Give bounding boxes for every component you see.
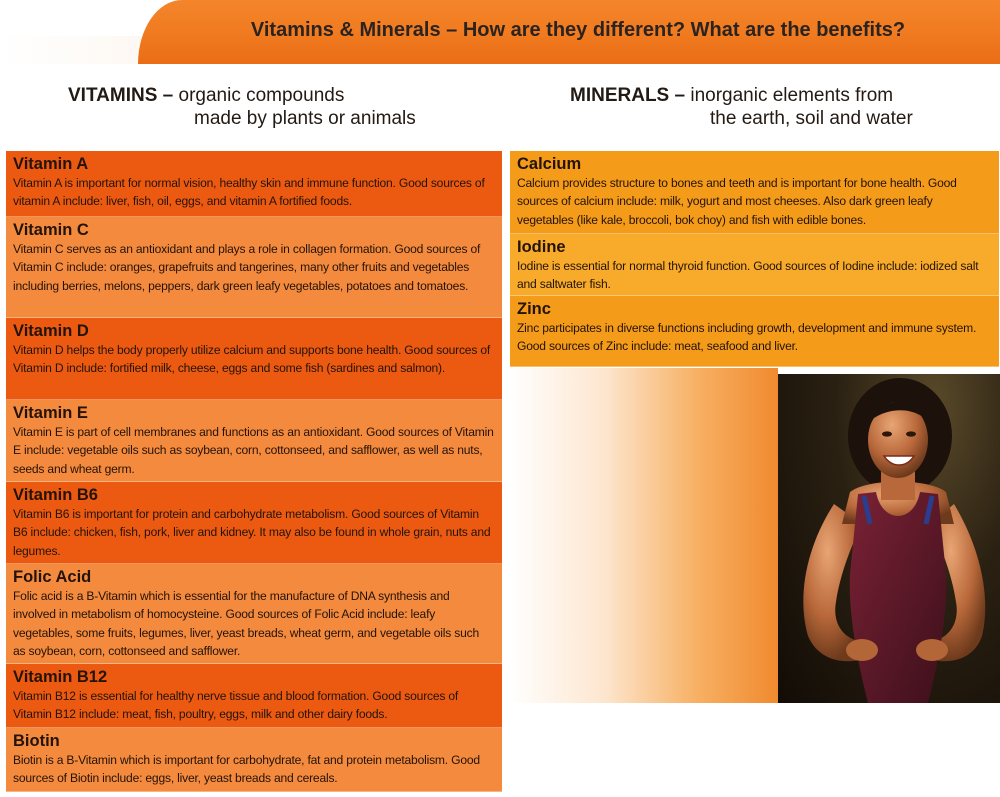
page-title: Vitamins & Minerals – How are they different? What are the benefits? bbox=[250, 19, 906, 41]
vitamin-a-text: Vitamin A is important for normal vision, healthy skin and immune function. Good sources of vitamin A include: liver, fish, oil, eggs, and vitamin A fortified foods. bbox=[13, 176, 485, 209]
zinc-block bbox=[510, 296, 999, 367]
calcium-title: Calcium bbox=[517, 155, 582, 173]
vitamin-b6-title: Vitamin B6 bbox=[13, 486, 98, 504]
folic-acid-text: Folic acid is a B-Vitamin which is essential for the manufacture of DNA synthesis and involved in metabolism of homocysteine. Good sources of Folic Acid include: leafy vegetables, some fruits, legumes, liver, yeast breads, wheat germ, and vegetable oils such as soybean, corn, cottonseed and safflower. bbox=[13, 589, 480, 658]
biotin-title: Biotin bbox=[13, 732, 60, 750]
iodine-block bbox=[510, 234, 999, 296]
vitamin-d-title: Vitamin D bbox=[13, 322, 89, 340]
minerals-keyword: MINERALS – bbox=[570, 85, 686, 106]
vitamin-a-title: Vitamin A bbox=[13, 155, 89, 173]
iodine-title: Iodine bbox=[517, 238, 566, 256]
biotin-block bbox=[6, 728, 502, 792]
minerals-definition-line1: inorganic elements from bbox=[690, 85, 894, 106]
folic-acid-block bbox=[6, 564, 502, 664]
photo-smiling-woman bbox=[778, 374, 1000, 703]
vitamin-e-text: Vitamin E is part of cell membranes and functions as an antioxidant. Good sources of Vitamin E include: vegetable oils such as soybean, corn, cottonseed, and safflower, as well as nuts, seeds and wheat germ. bbox=[13, 425, 494, 476]
vitamin-b12-block bbox=[6, 664, 502, 728]
vitamin-a-block bbox=[6, 151, 502, 217]
calcium-text: Calcium provides structure to bones and teeth and is important for bone health. Good sources of calcium include: milk, yogurt and most cheeses. Also dark green leafy vegetables (like kale, broccoli, bok choy) and fish with edible bones. bbox=[517, 176, 957, 227]
decorative-gradient-panel bbox=[510, 368, 778, 703]
zinc-title: Zinc bbox=[517, 300, 551, 318]
biotin-text: Biotin is a B-Vitamin which is important for carbohydrate, fat and protein metabolism. Good sources of Biotin include: eggs, liver, yeast breads and cereals. bbox=[13, 753, 480, 786]
header-banner bbox=[0, 0, 1000, 64]
vitamin-d-block bbox=[6, 318, 502, 400]
calcium-block bbox=[510, 151, 999, 234]
vitamin-c-block bbox=[6, 217, 502, 318]
vitamins-definition-line1: organic compounds bbox=[178, 85, 345, 106]
vitamin-b12-text: Vitamin B12 is essential for healthy nerve tissue and blood formation. Good sources of Vitamin B12 include: meat, fish, poultry, eggs, milk and other dairy foods. bbox=[13, 689, 459, 722]
zinc-text: Zinc participates in diverse functions including growth, development and immune system. Good sources of Zinc include: meat, seafood and liver. bbox=[517, 321, 977, 354]
vitamins-heading bbox=[68, 84, 416, 130]
vitamin-d-text: Vitamin D helps the body properly utilize calcium and supports bone health. Good sources of Vitamin D include: fortified milk, cheese, eggs and some fish (sardines and salmon). bbox=[13, 343, 491, 376]
vitamin-e-block bbox=[6, 400, 502, 482]
vitamin-b6-block bbox=[6, 482, 502, 564]
minerals-definition-line2: the earth, soil and water bbox=[710, 108, 913, 129]
folic-acid-title: Folic Acid bbox=[13, 568, 92, 586]
minerals-heading bbox=[570, 84, 913, 130]
iodine-text: Iodine is essential for normal thyroid function. Good sources of Iodine include: iodized salt and saltwater fish. bbox=[517, 259, 979, 292]
vitamins-column bbox=[6, 151, 502, 792]
woman-illustration bbox=[778, 374, 1000, 703]
vitamin-b6-text: Vitamin B6 is important for protein and carbohydrate metabolism. Good sources of Vitamin B6 include: chicken, fish, pork, liver and kidney. It may also be found in whole grain, nuts and legumes. bbox=[13, 507, 491, 558]
vitamin-b12-title: Vitamin B12 bbox=[13, 668, 108, 686]
vitamins-definition-line2: made by plants or animals bbox=[194, 108, 416, 129]
minerals-column bbox=[510, 151, 999, 367]
vitamin-c-title: Vitamin C bbox=[13, 221, 89, 239]
vitamins-keyword: VITAMINS – bbox=[68, 85, 174, 106]
vitamin-c-text: Vitamin C serves as an antioxidant and plays a role in collagen formation. Good sources of Vitamin C include: oranges, grapefruits and tangerines, many other fruits and vegetables including berries, melons, peppers, dark green leafy vegetables, potatoes and tomatoes. bbox=[13, 242, 481, 293]
vitamin-e-title: Vitamin E bbox=[13, 404, 88, 422]
